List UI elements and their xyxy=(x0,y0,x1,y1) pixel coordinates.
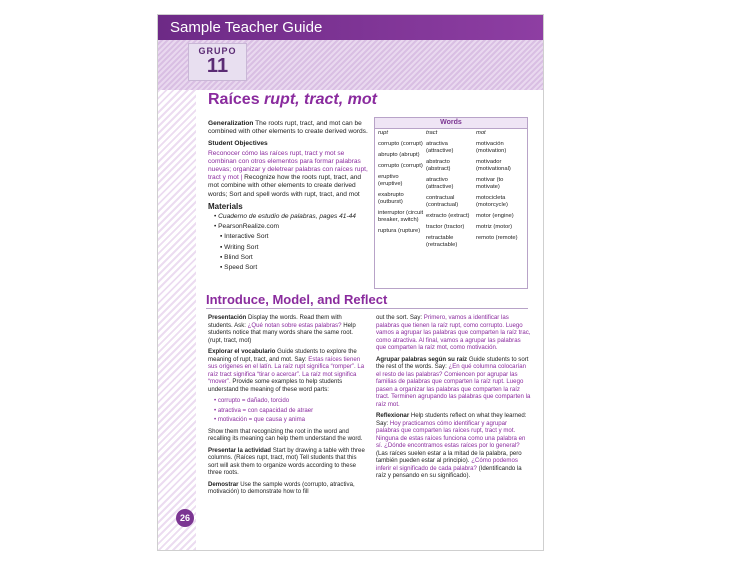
objectives-text: Reconocer cómo las raíces rupt, tract y mot se combinan con otros elementos para formar palabras nuevas; organizar y deletrear palabras con raíces rupt, tract y mot | Recognize how the roots rupt, tract, and mot combine with other elements to create derived words; Sort and spell words with rupt, tract, and mot xyxy=(208,149,368,198)
section-divider xyxy=(206,308,528,309)
materials-subitem: ▪ Blind Sort xyxy=(220,253,253,261)
materials-label: Materials xyxy=(208,201,243,211)
meaning-item: • motivación = que causa y anima xyxy=(214,416,306,423)
agrupar: Agrupar palabras según su raíz Guide students to sort the rest of the words. Say: ¿En qué columna colocarían el resto de las palabras? Comiencen por agrupar las familias de palabras que comparten la raíz rupt. Luego pasen a organizar las palabras que comparten la raíz tract. Terminen agrupando las palabras que comparten la raíz mot. xyxy=(376,355,531,408)
lesson-column-right xyxy=(376,314,531,484)
word-item: atractiva (attractive) xyxy=(426,141,454,154)
word-item: atractivo (attractive) xyxy=(426,177,454,190)
words-column-tract: tract atractiva (attractive) abstracto (abstract) atractivo (attractive) contractual (contractual) extracto (extract) tractor (tractor) retractable (retractable) xyxy=(426,130,474,253)
presentacion: Presentación Display the words. Read them with students. Ask: ¿Qué notan sobre estas palabras? Help students notice that many words share the same root. (rupt, tract, mot) xyxy=(208,314,356,344)
word-item: eruptivo (eruptive) xyxy=(378,174,403,187)
materials-subitem: ▪ Writing Sort xyxy=(220,243,259,251)
word-item: motivación (motivation) xyxy=(476,141,507,154)
materials-subitem: ▪ Interactive Sort xyxy=(220,233,269,241)
intro-column xyxy=(208,120,368,274)
page-number: 26 xyxy=(176,509,194,527)
word-item: remoto (remote) xyxy=(476,235,518,241)
header-bar xyxy=(158,15,543,40)
explorar: Explorar el vocabulario Guide students to explore the meaning of rupt, tract, and mot. Say: Estas raíces tienen sus orígenes en el latín. La raíz rupt significa “romper”. La raíz tract significa “tirar o acercar”. La raíz mot significa “mover”. Provide some examples to help students understand the meaning of these word parts: xyxy=(208,348,365,393)
words-column-mot: mot motivación (motivation) motivador (motivational) motivar (to motivate) motocicleta (motorcycle) motor (engine) motriz (motor) remoto (remote) xyxy=(476,130,525,246)
reflexionar: Reflexionar Help students reflect on what they learned: Say: Hoy practicamos cómo identificar y agrupar palabras que comparten las raíces rupt, tract y mot. Ninguna de estas raíces funciona como una palabra en sí. ¿Dónde encontramos estas raíces por lo general? (Las raíces suelen estar a la mitad de la palabra, pero también pueden estar al principio). ¿Cómo podemos inferir el significado de cada palabra? (Identificando la raíz y pensando en su significado). xyxy=(376,412,527,479)
word-item: motivador (motivational) xyxy=(476,159,511,172)
word-item: contractual (contractual) xyxy=(426,195,459,208)
group-badge xyxy=(188,43,247,81)
meaning-item: • atractiva = con capacidad de atraer xyxy=(214,406,314,414)
word-item: tractor (tractor) xyxy=(426,224,465,230)
word-item: extracto (extract) xyxy=(426,213,470,219)
materials-subitem: ▪ Speed Sort xyxy=(220,264,258,272)
materials-item: • Cuaderno de estudio de palabras, pages 41-44 xyxy=(214,213,356,221)
group-number: 11 xyxy=(206,55,229,77)
word-item: retractable (retractable) xyxy=(426,235,458,248)
word-item: interruptor (circuit breaker, switch) xyxy=(378,210,424,223)
section-title: Introduce, Model, and Reflect xyxy=(206,292,388,307)
words-column-rupt: rupt corrupto (corrupt) abrupto (abrupt) corrupto (corrupt) eruptivo (eruptive) exabrupto (outburst) interruptor (circuit breaker, switch) ruptura (rupture) xyxy=(378,130,424,234)
side-stripes xyxy=(158,90,196,550)
word-item: motriz (motor) xyxy=(476,224,513,230)
meaning-item: • corrupto = dañado, torcido xyxy=(214,397,290,404)
word-item: abrupto (abrupt) xyxy=(378,152,420,158)
objectives-label: Student Objectives xyxy=(208,140,268,148)
header-title: Sample Teacher Guide xyxy=(170,19,323,36)
word-item: motivar (to motivate) xyxy=(476,177,504,190)
demostrar: Demostrar Use the sample words (corrupto, atractiva, motivación) to demonstrate how to fill xyxy=(208,480,355,495)
meaning-list xyxy=(208,397,368,424)
page-title: Raíces rupt, tract, mot xyxy=(208,91,377,108)
word-item: exabrupto (outburst) xyxy=(378,192,404,205)
materials-list xyxy=(208,213,368,272)
word-item: motor (engine) xyxy=(476,213,514,219)
word-item: corrupto (corrupt) xyxy=(378,141,423,147)
lesson-column-left xyxy=(208,314,368,500)
words-title: Words xyxy=(375,118,527,129)
word-item: abstracto (abstract) xyxy=(426,159,451,172)
sort-continued: out the sort. Say: Primero, vamos a identificar las palabras que tienen la raíz rupt, como corrupto. Luego vamos a agrupar las palabras que comparten la raíz trac, como atractiva. Al final, vamos a agrupar las palabras que comparten la raíz mot, como motivación. xyxy=(376,314,531,351)
guide-page xyxy=(157,14,544,551)
word-item: corrupto (corrupt) xyxy=(378,163,423,169)
word-item: motocicleta (motorcycle) xyxy=(476,195,508,208)
word-item: ruptura (rupture) xyxy=(378,228,421,234)
words-box xyxy=(374,117,528,289)
generalization: Generalization The roots rupt, tract, and mot can be combined with other elements to create derived words. xyxy=(208,120,368,136)
show-text: Show them that recognizing the root in the word and recalling its meaning can help them understand the word. xyxy=(208,427,363,442)
group-label: GRUPO xyxy=(198,46,237,56)
materials-item: • PearsonRealize.com xyxy=(214,223,279,231)
presentar: Presentar la actividad Start by drawing a table with three columns. (Raíces rupt, tract, mot) Tell students that this sort will ask them to organize words according to these three roots. xyxy=(208,446,365,476)
